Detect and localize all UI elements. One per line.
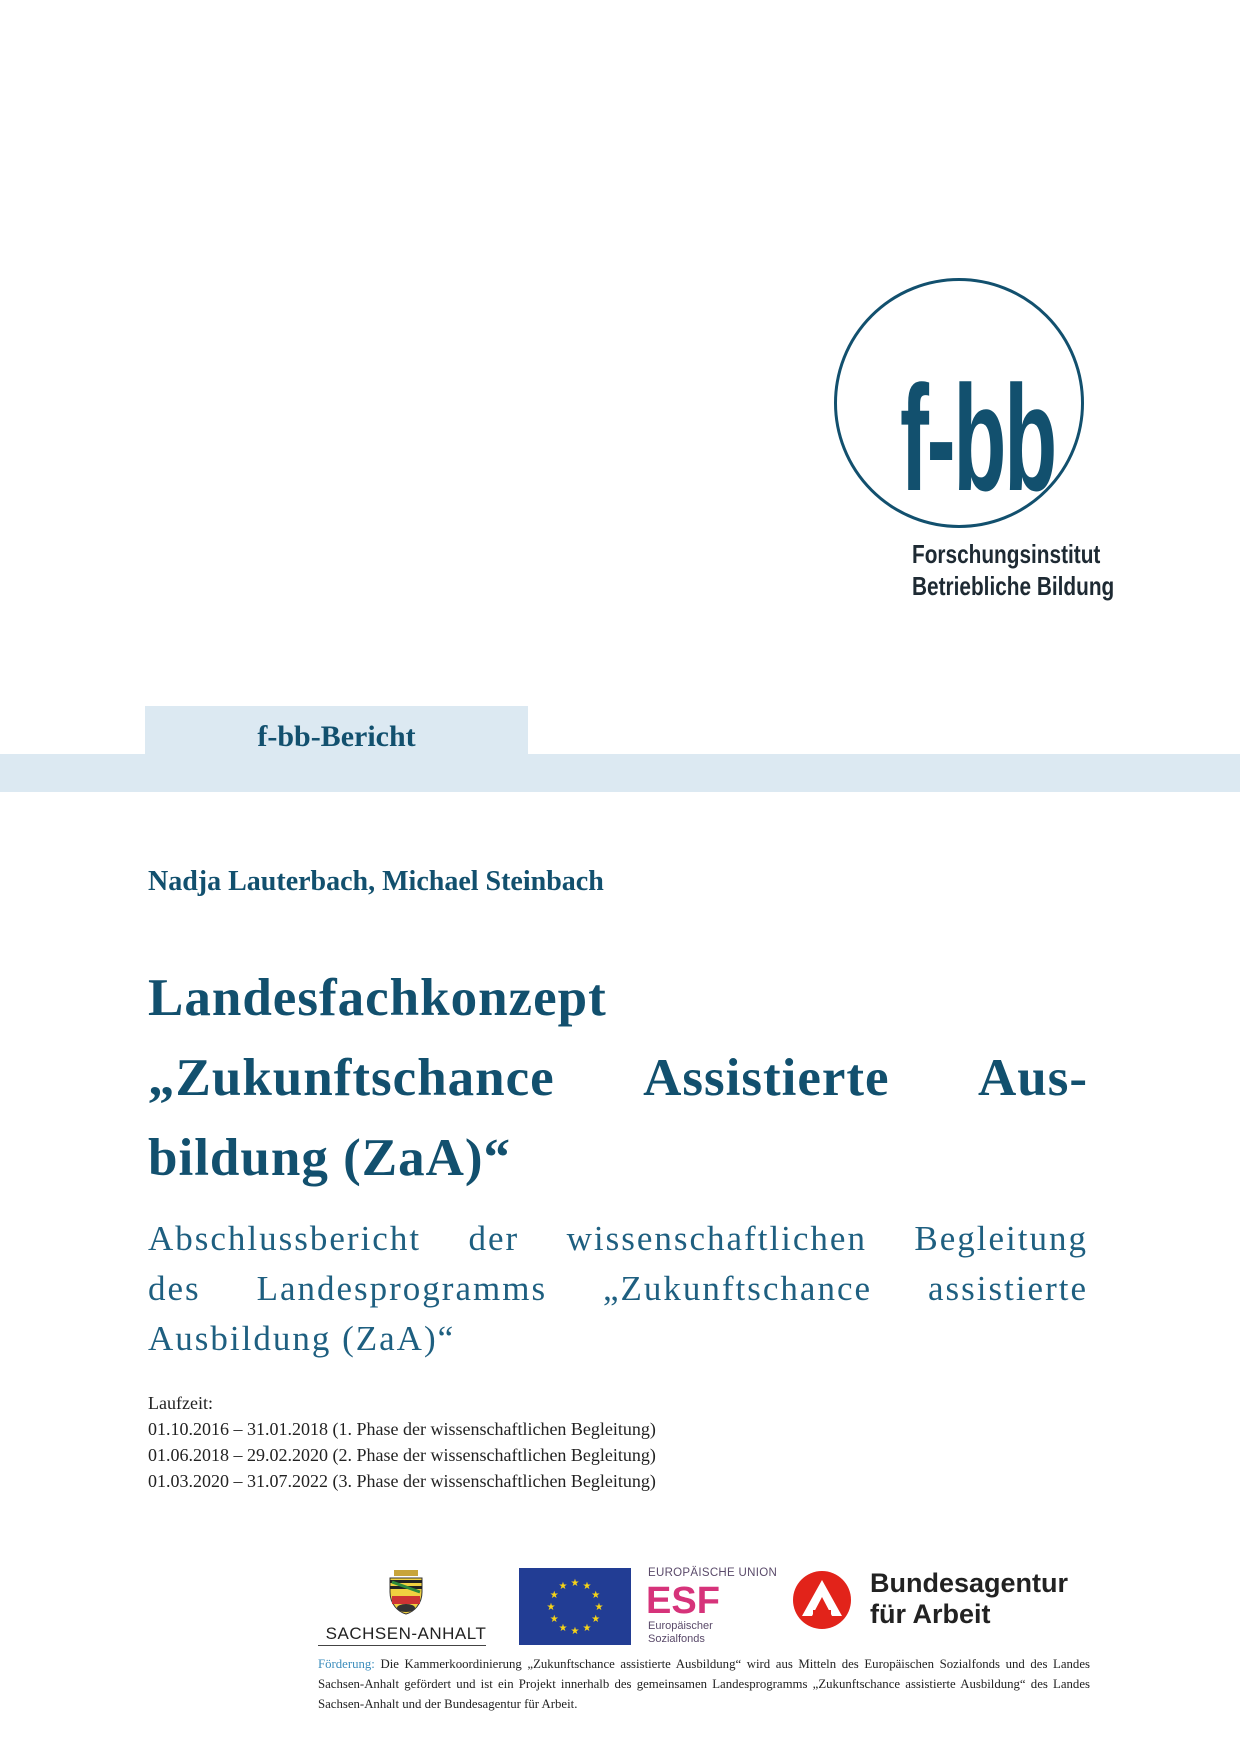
eu-star-icon: ★	[591, 1590, 601, 1601]
logo-name-line1: Forschungsinstitut	[912, 539, 1101, 569]
eu-star-icon: ★	[570, 1626, 580, 1637]
funding-text: Die Kammerkoordinierung „Zukunftschance assistierte Ausbildung“ wird aus Mitteln des Europäischen Sozialfonds und des Landes Sachsen-Anhalt gefördert und ist ein Projekt innerhalb des gemeinsamen Landesprogramms „Zukunftschance assistierte Ausbildung“ des Landes Sachsen-Anhalt und der Bundesagentur für Arbeit.	[318, 1657, 1090, 1711]
eu-star-icon: ★	[546, 1602, 556, 1613]
report-title	[148, 958, 1088, 1198]
eu-star-icon: ★	[549, 1614, 559, 1625]
project-duration	[148, 1390, 656, 1494]
subtitle-word: der	[468, 1219, 520, 1258]
bundesagentur-label	[870, 1568, 1068, 1630]
subtitle-word: Begleitung	[914, 1219, 1088, 1258]
esf-sub-line: Sozialfonds	[648, 1633, 705, 1645]
subtitle-word: des	[148, 1269, 201, 1308]
bundesagentur-logo-icon	[792, 1570, 852, 1630]
esf-logo-mark: ESF	[646, 1580, 720, 1622]
sachsen-anhalt-underline	[318, 1645, 486, 1646]
eu-star-icon: ★	[591, 1614, 601, 1625]
logo-name-line2: Betriebliche Bildung	[912, 571, 1115, 601]
eu-star-icon: ★	[558, 1581, 568, 1593]
eu-star-icon: ★	[582, 1581, 592, 1593]
report-type-label: f-bb-Bericht	[257, 720, 416, 753]
funding-prefix: Förderung:	[318, 1657, 375, 1671]
subtitle-word: Landesprogramms	[256, 1269, 548, 1308]
esf-sub-line: Europäischer	[648, 1620, 713, 1632]
eu-flag-icon	[519, 1568, 631, 1645]
title-line-3: bildung (ZaA)“	[148, 1129, 512, 1187]
duration-phase: 01.06.2018 – 29.02.2020 (2. Phase der wissenschaftlichen Begleitung)	[148, 1445, 656, 1465]
title-word: Aus-	[977, 1049, 1088, 1107]
ba-line-2: für Arbeit	[870, 1599, 991, 1629]
subtitle-word: „Zukunftschance	[602, 1269, 873, 1308]
eu-star-icon: ★	[570, 1578, 580, 1589]
sachsen-anhalt-label: SACHSEN-ANHALT	[325, 1624, 487, 1643]
title-word: Assistierte	[643, 1049, 890, 1107]
logo-mark: f-bb	[900, 354, 1055, 522]
subtitle-line-3: Ausbildung (ZaA)“	[148, 1319, 456, 1358]
eu-star-icon: ★	[582, 1622, 592, 1634]
authors: Nadja Lauterbach, Michael Steinbach	[148, 866, 604, 897]
duration-phase: 01.10.2016 – 31.01.2018 (1. Phase der wissenschaftlichen Begleitung)	[148, 1419, 656, 1439]
esf-subtitle	[648, 1620, 713, 1646]
funding-note	[318, 1654, 1090, 1714]
duration-heading: Laufzeit:	[148, 1393, 213, 1413]
subtitle-word: wissenschaftlichen	[566, 1219, 867, 1258]
title-line-2	[148, 1038, 1088, 1118]
subtitle-word: Abschlussbericht	[148, 1219, 422, 1258]
title-word: „Zukunftschance	[148, 1049, 555, 1107]
title-line-1: Landesfachkonzept	[148, 969, 607, 1027]
esf-union-label: EUROPÄISCHE UNION	[648, 1567, 778, 1579]
subtitle-word: assistierte	[927, 1269, 1088, 1308]
subtitle-line-2	[148, 1264, 1088, 1314]
eu-star-icon: ★	[558, 1622, 568, 1634]
eu-star-icon: ★	[594, 1602, 604, 1613]
duration-phase: 01.03.2020 – 31.07.2022 (3. Phase der wissenschaftlichen Begleitung)	[148, 1471, 656, 1491]
eu-star-icon: ★	[549, 1590, 559, 1601]
subtitle-line-1	[148, 1214, 1088, 1264]
report-subtitle	[148, 1214, 1088, 1364]
ba-line-1: Bundesagentur	[870, 1568, 1069, 1598]
